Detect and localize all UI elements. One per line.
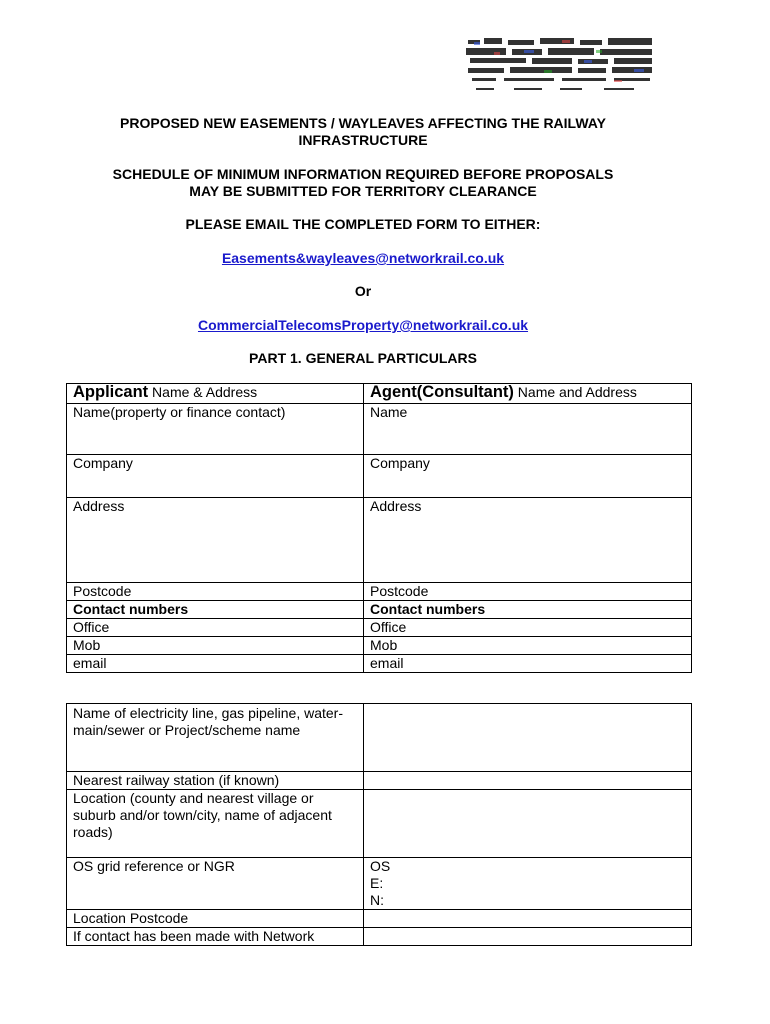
agent-header-bold: Agent(Consultant) xyxy=(370,383,514,401)
schedule-heading-line-1: SCHEDULE OF MINIMUM INFORMATION REQUIRED BEFORE PROPOSALS xyxy=(112,166,614,182)
agent-postcode-field[interactable]: Postcode xyxy=(364,583,692,601)
table-header-row xyxy=(67,384,692,404)
applicant-mob-field[interactable]: Mob xyxy=(67,637,364,655)
scheme-name-row xyxy=(67,704,692,772)
postcode-row xyxy=(67,583,692,601)
contact-made-row xyxy=(67,928,692,946)
applicant-header xyxy=(67,384,364,404)
nearest-station-row xyxy=(67,772,692,790)
os-grid-easting-label: E: xyxy=(370,875,384,891)
nearest-station-input[interactable] xyxy=(364,772,692,790)
applicant-office-field[interactable]: Office xyxy=(67,619,364,637)
mob-row xyxy=(67,637,692,655)
agent-address-field[interactable]: Address xyxy=(364,498,692,583)
contact-numbers-row xyxy=(67,601,692,619)
or-text: Or xyxy=(354,283,372,299)
telecoms-email-link[interactable]: CommercialTelecomsProperty@networkrail.co.uk xyxy=(197,317,529,333)
applicant-name-field[interactable]: Name(property or finance contact) xyxy=(67,404,364,455)
applicant-company-field[interactable]: Company xyxy=(67,455,364,498)
location-postcode-label: Location Postcode xyxy=(67,910,364,928)
name-row xyxy=(67,404,692,455)
scheme-name-label: Name of electricity line, gas pipeline, water-main/sewer or Project/scheme name xyxy=(67,704,364,772)
email-link-row-1 xyxy=(0,250,726,267)
address-row xyxy=(67,498,692,583)
location-row xyxy=(67,790,692,858)
email-instruction: PLEASE EMAIL THE COMPLETED FORM TO EITHER: xyxy=(185,216,541,232)
location-input[interactable] xyxy=(364,790,692,858)
part-1-heading: PART 1. GENERAL PARTICULARS xyxy=(249,350,477,366)
agent-header-rest: Name and Address xyxy=(513,384,637,400)
scheme-details-table xyxy=(66,703,692,946)
os-grid-northing-label: N: xyxy=(370,892,384,908)
document-title-line-2: INFRASTRUCTURE xyxy=(298,132,428,148)
agent-company-field[interactable]: Company xyxy=(364,455,692,498)
applicant-email-field[interactable]: email xyxy=(67,655,364,673)
os-grid-row xyxy=(67,858,692,910)
applicant-header-bold: Applicant xyxy=(73,383,149,401)
contact-made-input[interactable] xyxy=(364,928,692,946)
email-row xyxy=(67,655,692,673)
agent-email-field[interactable]: email xyxy=(364,655,692,673)
easements-email-link[interactable]: Easements&wayleaves@networkrail.co.uk xyxy=(221,250,505,266)
agent-name-field[interactable]: Name xyxy=(364,404,692,455)
agent-header xyxy=(364,384,692,404)
network-rail-logo xyxy=(464,36,656,98)
applicant-header-rest: Name & Address xyxy=(148,384,258,400)
os-grid-input[interactable] xyxy=(364,858,692,910)
company-row xyxy=(67,455,692,498)
agent-office-field[interactable]: Office xyxy=(364,619,692,637)
document-title-line-1: PROPOSED NEW EASEMENTS / WAYLEAVES AFFECTING THE RAILWAY xyxy=(120,115,606,131)
nearest-station-label: Nearest railway station (if known) xyxy=(67,772,364,790)
schedule-heading-line-2: MAY BE SUBMITTED FOR TERRITORY CLEARANCE xyxy=(189,183,537,199)
contact-made-label: If contact has been made with Network xyxy=(67,928,364,946)
location-postcode-row xyxy=(67,910,692,928)
os-grid-label: OS grid reference or NGR xyxy=(67,858,364,910)
agent-contact-numbers-label: Contact numbers xyxy=(364,601,692,619)
applicant-postcode-field[interactable]: Postcode xyxy=(67,583,364,601)
email-link-row-2 xyxy=(0,317,726,334)
location-label: Location (county and nearest village or suburb and/or town/city, name of adjacent roads) xyxy=(67,790,364,858)
applicant-contact-numbers-label: Contact numbers xyxy=(67,601,364,619)
location-postcode-input[interactable] xyxy=(364,910,692,928)
scheme-name-input[interactable] xyxy=(364,704,692,772)
office-row xyxy=(67,619,692,637)
applicant-address-field[interactable]: Address xyxy=(67,498,364,583)
agent-mob-field[interactable]: Mob xyxy=(364,637,692,655)
os-grid-os-label: OS xyxy=(370,858,391,874)
applicant-agent-table xyxy=(66,383,692,673)
